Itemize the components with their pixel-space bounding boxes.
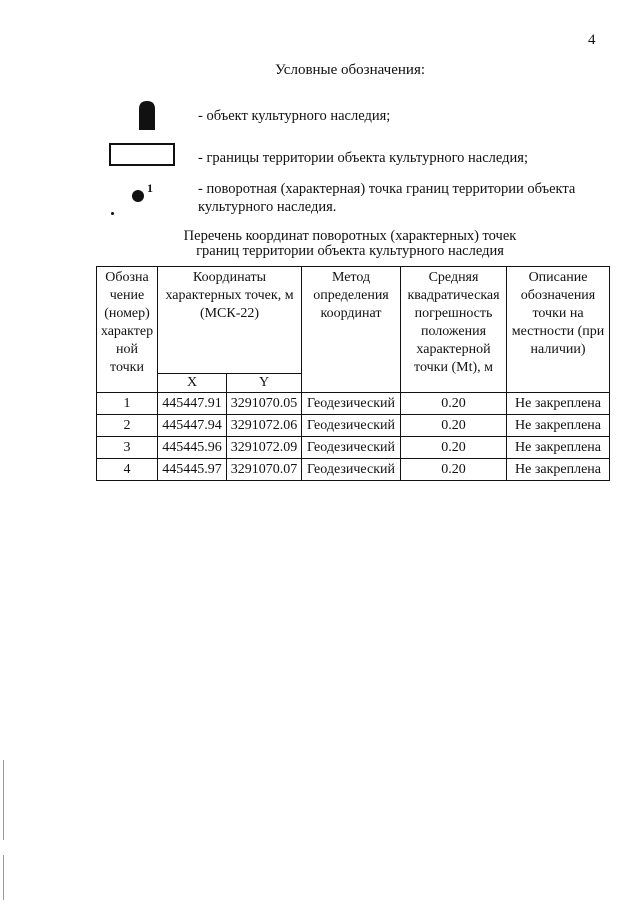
cell-method: Геодезический bbox=[302, 415, 401, 437]
header-coordinates: Координаты характерных точек, м (МСК-22) bbox=[158, 267, 302, 374]
scan-edge-mark bbox=[3, 760, 4, 840]
header-y: Y bbox=[227, 374, 302, 393]
cell-description: Не закреплена bbox=[507, 459, 610, 481]
table-row bbox=[97, 393, 610, 415]
cell-num: 1 bbox=[97, 393, 158, 415]
cell-error: 0.20 bbox=[401, 437, 507, 459]
header-description: Описание обозначения точки на местности (при наличии) bbox=[507, 267, 610, 393]
table-caption-line-1: Перечень координат поворотных (характерных) точек bbox=[183, 228, 517, 244]
turning-point-icon bbox=[132, 190, 144, 202]
heritage-object-icon bbox=[137, 100, 157, 130]
cell-x: 445445.96 bbox=[158, 437, 227, 459]
legend-turning-point-text: - поворотная (характерная) точка границ территории объекта культурного наследия. bbox=[198, 181, 576, 215]
header-error: Средняя квадратическая погрешность положения характерной точки (Mt), м bbox=[401, 267, 507, 393]
cell-num: 2 bbox=[97, 415, 158, 437]
cell-description: Не закреплена bbox=[507, 415, 610, 437]
legend-boundary-text: - границы территории объекта культурного наследия; bbox=[198, 150, 528, 166]
cell-error: 0.20 bbox=[401, 459, 507, 481]
header-designation: Обозна чение (номер) характер ной точки bbox=[97, 267, 158, 393]
cell-num: 3 bbox=[97, 437, 158, 459]
cell-y: 3291070.07 bbox=[227, 459, 302, 481]
cell-description: Не закреплена bbox=[507, 393, 610, 415]
legend-heritage-object-text: - объект культурного наследия; bbox=[198, 108, 391, 124]
table-caption-line-2: границ территории объекта культурного наследия bbox=[196, 243, 504, 259]
cell-y: 3291070.05 bbox=[227, 393, 302, 415]
territory-boundary-icon bbox=[109, 143, 175, 166]
cell-method: Геодезический bbox=[302, 459, 401, 481]
cell-x: 445447.94 bbox=[158, 415, 227, 437]
header-method: Метод определения координат bbox=[302, 267, 401, 393]
cell-y: 3291072.06 bbox=[227, 415, 302, 437]
coordinates-table bbox=[96, 266, 610, 481]
page-number: 4 bbox=[588, 32, 596, 48]
cell-x: 445447.91 bbox=[158, 393, 227, 415]
cell-x: 445445.97 bbox=[158, 459, 227, 481]
table-row bbox=[97, 415, 610, 437]
scan-speck bbox=[111, 212, 114, 215]
legend-title: Условные обозначения: bbox=[274, 62, 426, 78]
header-x: X bbox=[158, 374, 227, 393]
cell-error: 0.20 bbox=[401, 415, 507, 437]
table-row bbox=[97, 459, 610, 481]
cell-num: 4 bbox=[97, 459, 158, 481]
cell-description: Не закреплена bbox=[507, 437, 610, 459]
table-row bbox=[97, 437, 610, 459]
scan-edge-mark bbox=[3, 855, 4, 900]
turning-point-label: 1 bbox=[147, 181, 153, 195]
cell-error: 0.20 bbox=[401, 393, 507, 415]
cell-method: Геодезический bbox=[302, 393, 401, 415]
cell-method: Геодезический bbox=[302, 437, 401, 459]
cell-y: 3291072.09 bbox=[227, 437, 302, 459]
table-caption bbox=[0, 229, 640, 259]
